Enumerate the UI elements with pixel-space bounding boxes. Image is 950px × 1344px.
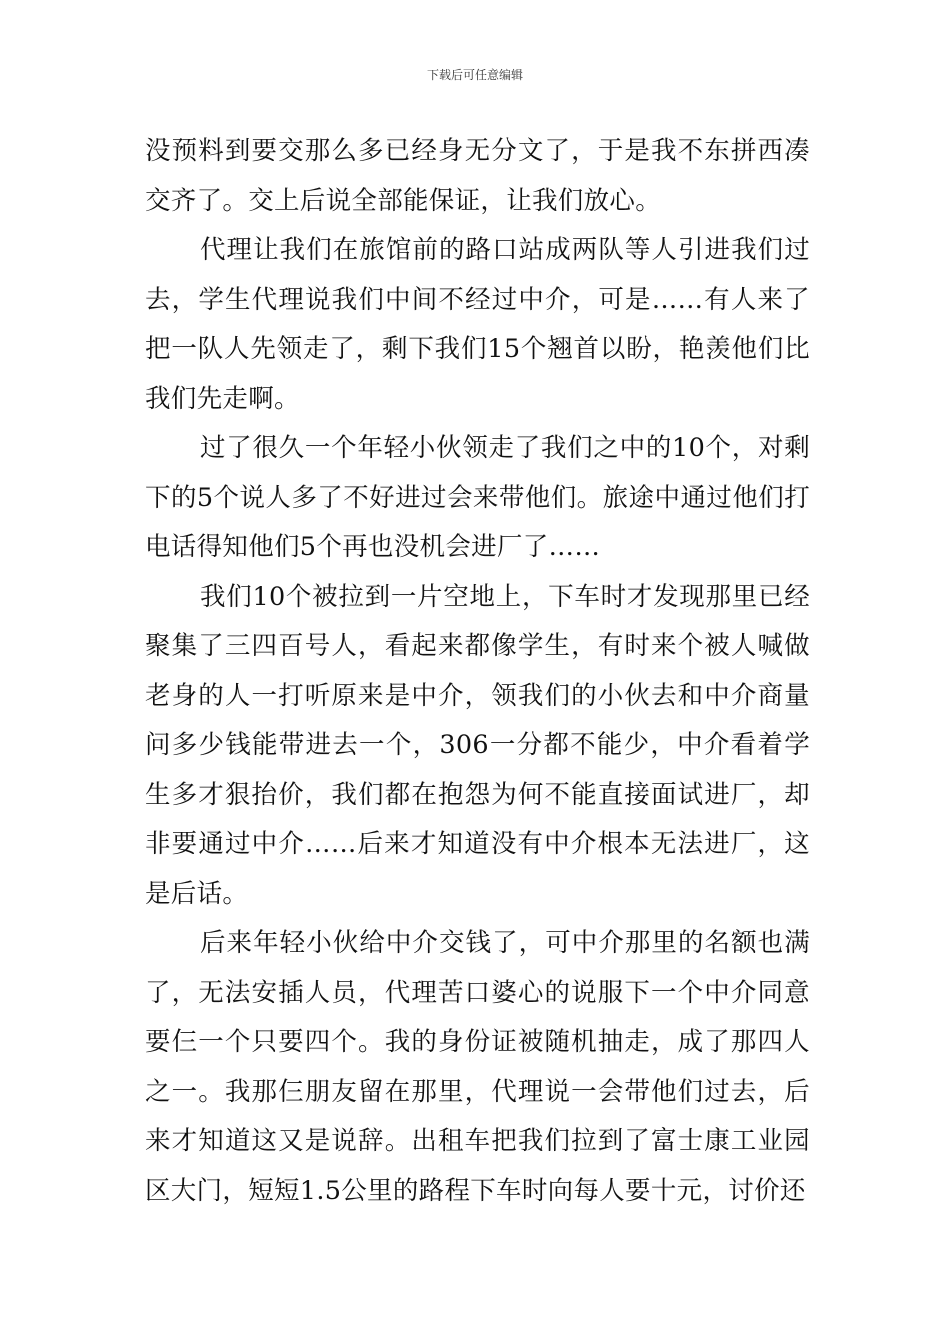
paragraph-3: 过了很久一个年轻小伙领走了我们之中的10个，对剩下的5个说人多了不好进过会来带他们。旅途中通过他们打电话得知他们5个再也没机会进厂了…… — [145, 433, 810, 562]
document-body — [145, 127, 810, 1216]
paragraph-4: 我们10个被拉到一片空地上，下车时才发现那里已经聚集了三四百号人，看起来都像学生，有时来个被人喊做老身的人一打听原来是中介，领我们的小伙去和中介商量问多少钱能带进去一个，306一分都不能少，中介看着学生多才狠抬价，我们都在抱怨为何不能直接面试进厂，却非要通过中介……后来才知道没有中介根本无法进厂，这是后话。 — [145, 581, 810, 909]
paragraph-5: 后来年轻小伙给中介交钱了，可中介那里的名额也满了，无法安插人员，代理苦口婆心的说服下一个中介同意要仨一个只要四个。我的身份证被随机抽走，成了那四人之一。我那仨朋友留在那里，代理说一会带他们过去，后来才知道这又是说辞。出租车把我们拉到了富士康工业园区大门，短短1.5公里的路程下车时向每人要十元，讨价还 — [145, 928, 810, 1206]
paragraph-1: 没预料到要交那么多已经身无分文了，于是我不东拼西凑交齐了。交上后说全部能保证，让我们放心。 — [145, 136, 810, 216]
paragraph-2: 代理让我们在旅馆前的路口站成两队等人引进我们过去，学生代理说我们中间不经过中介，可是……有人来了把一队人先领走了，剩下我们15个翘首以盼，艳羡他们比我们先走啊。 — [145, 235, 810, 414]
page-header: 下载后可任意编辑 — [426, 68, 523, 82]
